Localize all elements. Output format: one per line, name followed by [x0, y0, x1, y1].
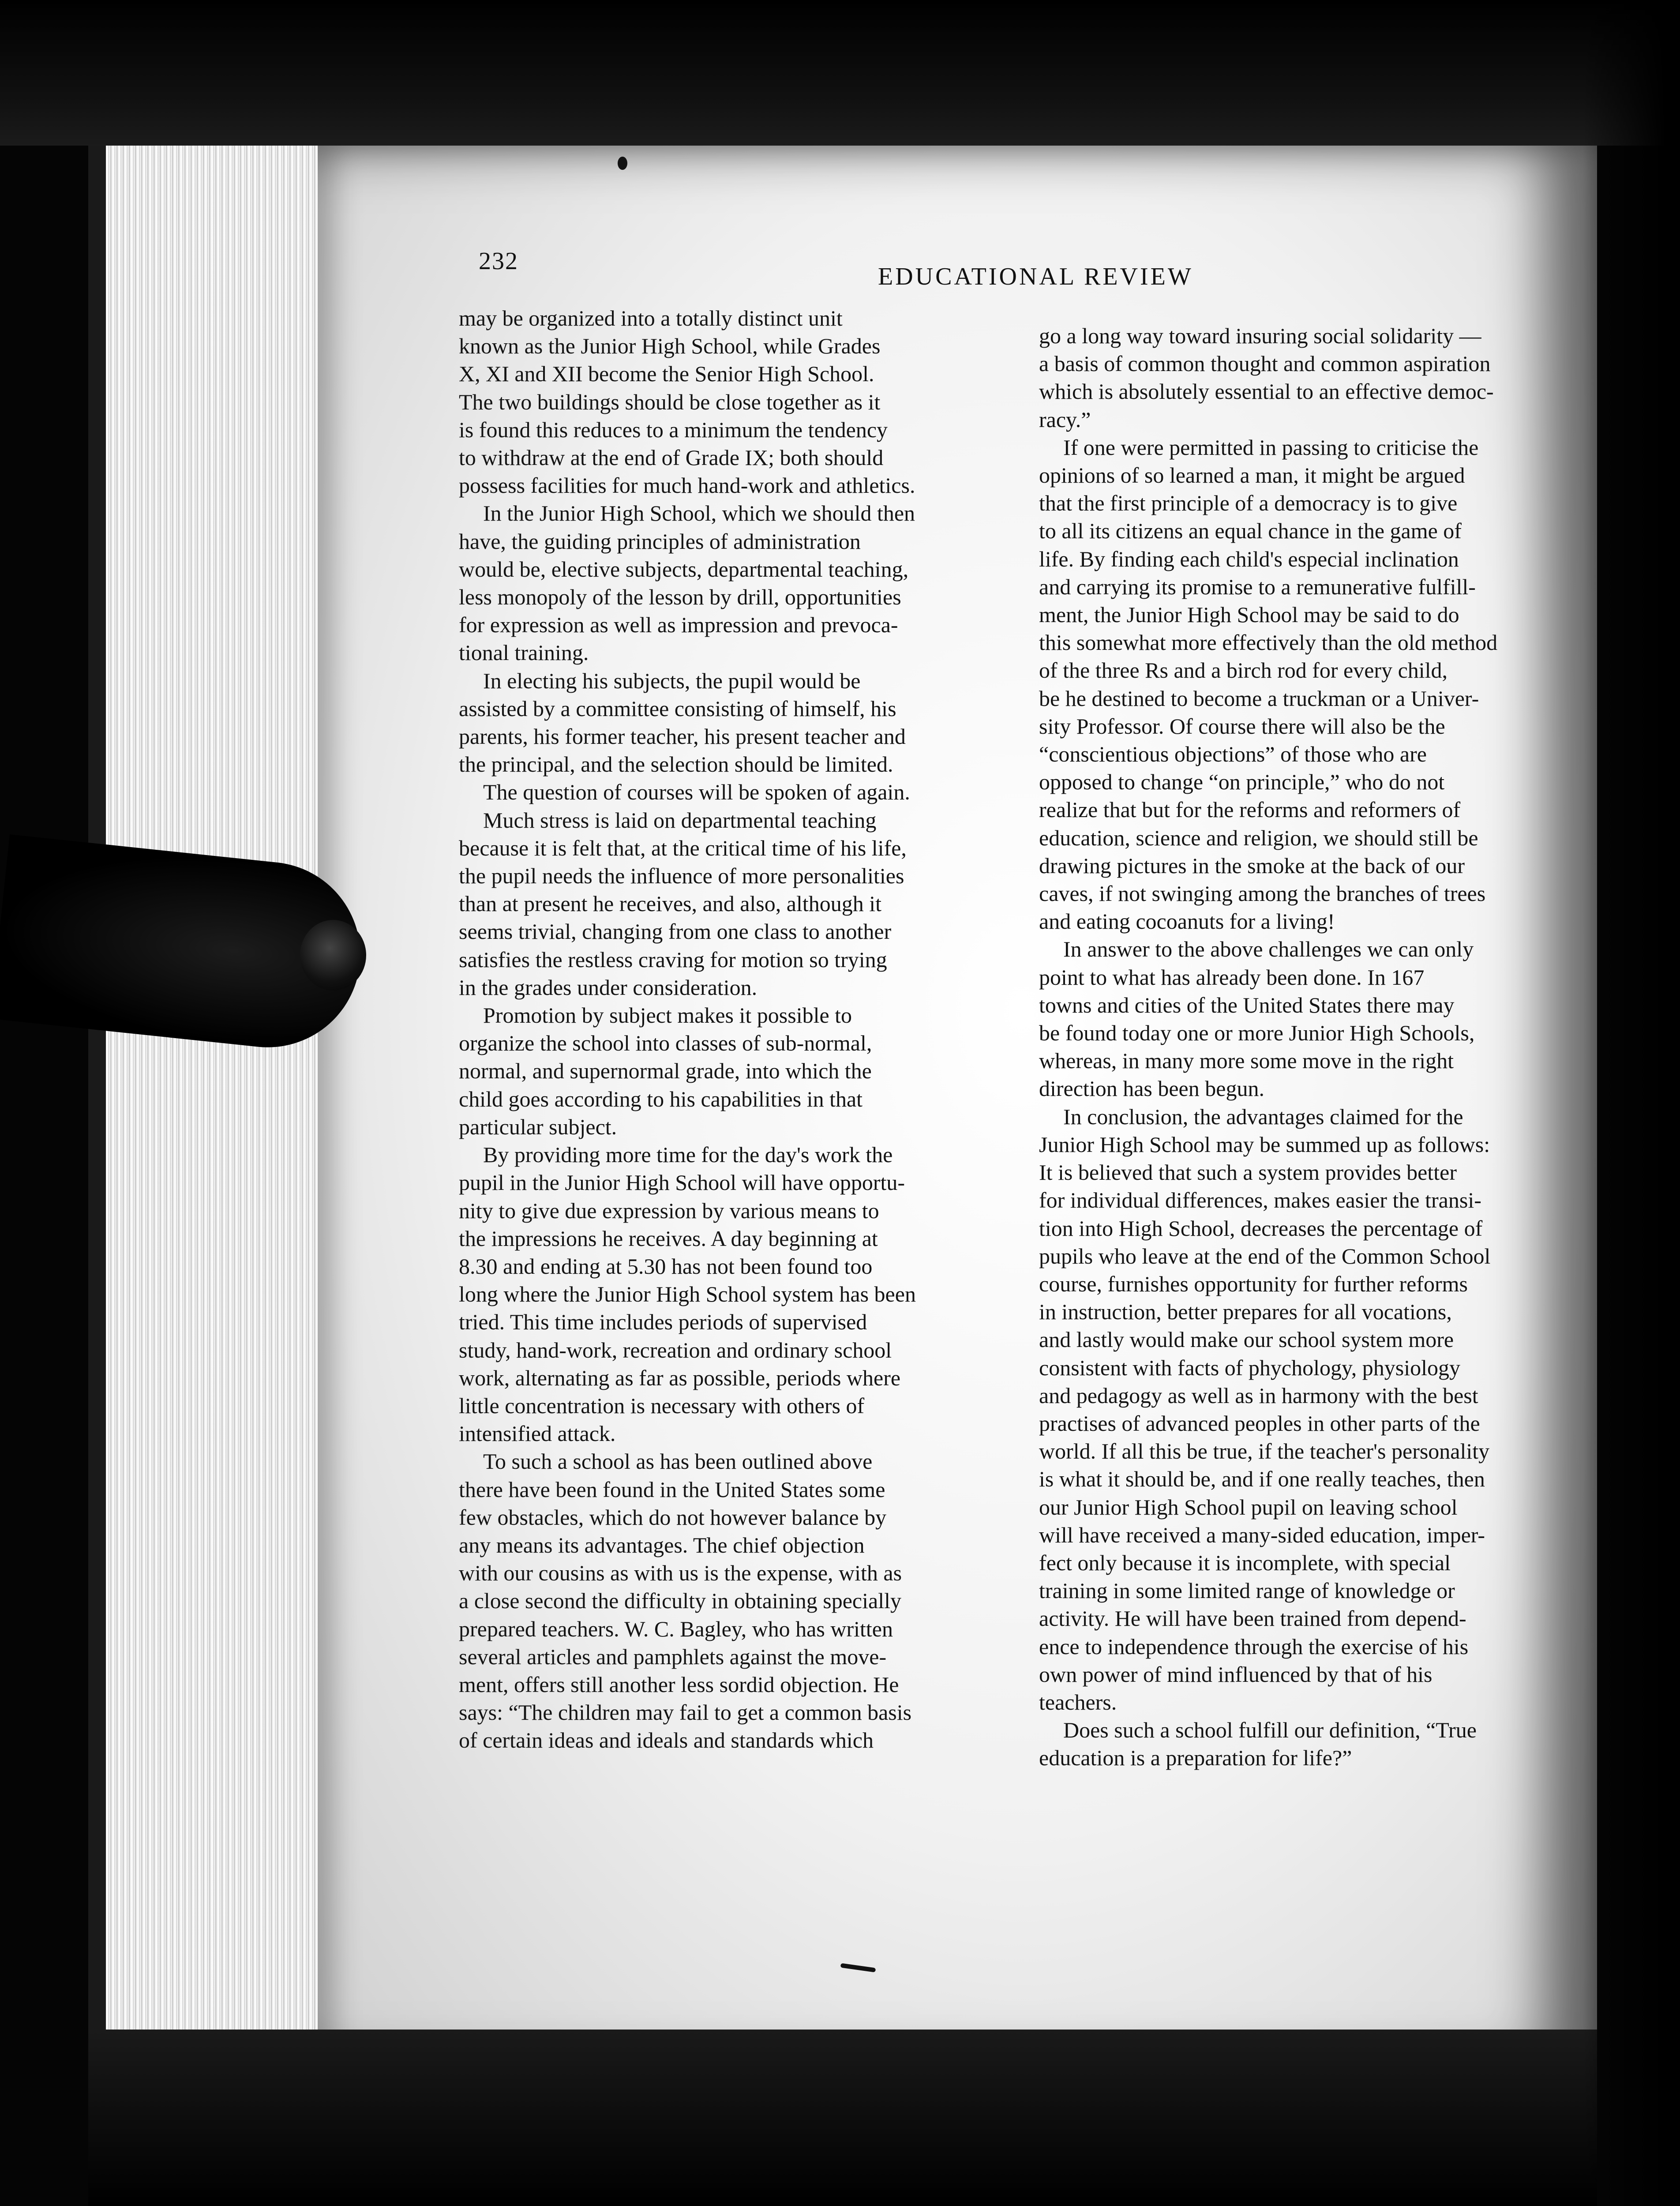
text-line: and lastly would make our school system more	[1039, 1327, 1454, 1352]
text-line: known as the Junior High School, while Grades	[459, 334, 881, 359]
paragraph	[459, 304, 1017, 499]
text-line: less monopoly of the lesson by drill, opportunities	[459, 585, 901, 610]
text-line: is found this reduces to a minimum the tendency	[459, 417, 888, 442]
text-line: In conclusion, the advantages claimed for the	[1063, 1104, 1463, 1129]
text-line: organize the school into classes of sub-normal,	[459, 1031, 872, 1056]
text-line: parents, his former teacher, his present teacher and	[459, 724, 906, 749]
paragraph	[459, 499, 1017, 667]
text-line: racy.”	[1039, 407, 1091, 432]
text-line: in the grades under consideration.	[459, 975, 758, 1000]
text-line: this somewhat more effectively than the old method	[1039, 630, 1498, 655]
text-line: and pedagogy as well as in harmony with the best	[1039, 1383, 1478, 1408]
text-line: tried. This time includes periods of supervised	[459, 1309, 867, 1335]
text-line: be found today one or more Junior High Schools,	[1039, 1020, 1475, 1046]
running-head: EDUCATIONAL REVIEW	[878, 263, 1193, 290]
paragraph	[459, 1448, 1017, 1754]
text-line: our Junior High School pupil on leaving school	[1039, 1494, 1458, 1519]
text-line: sity Professor. Of course there will also be the	[1039, 713, 1445, 739]
text-line: for expression as well as impression and prevoca-	[459, 612, 898, 638]
paragraph	[459, 667, 1017, 779]
text-line: a close second the difficulty in obtaining specially	[459, 1588, 901, 1613]
text-line: ment, the Junior High School may be said to do	[1039, 602, 1459, 627]
text-line: normal, and supernormal grade, into which the	[459, 1058, 872, 1084]
text-line: to all its citizens an equal chance in the game of	[1039, 518, 1462, 544]
text-line: study, hand-work, recreation and ordinary school	[459, 1337, 892, 1362]
text-line: the impressions he receives. A day beginning at	[459, 1226, 878, 1251]
text-line: for individual differences, makes easier the transi-	[1039, 1188, 1481, 1213]
text-line: To such a school as has been outlined above	[483, 1449, 873, 1474]
text-line: any means its advantages. The chief objection	[459, 1532, 865, 1557]
paragraph	[1039, 1103, 1586, 1716]
text-line: ment, offers still another less sordid objection. He	[459, 1672, 899, 1697]
text-line: education is a preparation for life?”	[1039, 1745, 1352, 1771]
book-page-edges	[88, 146, 335, 2069]
bottom-shadow	[88, 2030, 1597, 2206]
dust-speck	[618, 157, 627, 170]
text-line: opinions of so learned a man, it might be argued	[1039, 463, 1465, 488]
text-line: fect only because it is incomplete, with special	[1039, 1550, 1451, 1575]
paragraph	[459, 1141, 1017, 1448]
text-line: there have been found in the United States some	[459, 1477, 885, 1502]
text-line: point to what has already been done. In 167	[1039, 964, 1425, 990]
text-line: in instruction, better prepares for all vocations,	[1039, 1299, 1452, 1324]
text-line: prepared teachers. W. C. Bagley, who has written	[459, 1616, 893, 1641]
text-line: long where the Junior High School system has been	[459, 1282, 916, 1307]
text-line: towns and cities of the United States there may	[1039, 992, 1455, 1017]
text-line: that the first principle of a democracy is to give	[1039, 491, 1458, 516]
text-line: whereas, in many more some move in the right	[1039, 1048, 1454, 1073]
text-line: the principal, and the selection should be limited.	[459, 752, 893, 777]
text-line: and eating cocoanuts for a living!	[1039, 909, 1335, 934]
text-line: If one were permitted in passing to criticise the	[1063, 435, 1479, 460]
paragraph	[459, 778, 1017, 806]
text-line: “conscientious objections” of those who are	[1039, 742, 1427, 767]
text-line: Junior High School may be summed up as follows:	[1039, 1132, 1490, 1157]
text-line: which is absolutely essential to an effective democ-	[1039, 379, 1494, 404]
text-line: course, furnishes opportunity for further reforms	[1039, 1271, 1468, 1296]
text-line: caves, if not swinging among the branches of trees	[1039, 881, 1486, 906]
text-line: Much stress is laid on departmental teaching	[483, 807, 877, 833]
text-line: teachers.	[1039, 1689, 1117, 1715]
left-text-column	[459, 304, 1017, 1755]
text-line: It is believed that such a system provides better	[1039, 1160, 1457, 1185]
text-line: In the Junior High School, which we should then	[483, 501, 915, 526]
text-line: few obstacles, which do not however balance by	[459, 1504, 887, 1530]
text-line: than at present he receives, and also, although it	[459, 891, 882, 916]
text-line: of certain ideas and ideals and standards which	[459, 1728, 874, 1753]
text-line: tional training.	[459, 640, 589, 665]
text-line: because it is felt that, at the critical time of his life,	[459, 835, 907, 860]
text-line: direction has been begun.	[1039, 1076, 1264, 1101]
text-line: with our cousins as with us is the expense, with as	[459, 1561, 902, 1586]
text-line: ence to independence through the exercise of his	[1039, 1634, 1469, 1659]
text-line: will have received a many-sided education, imper-	[1039, 1522, 1485, 1547]
page-number: 232	[479, 248, 518, 275]
text-line: In answer to the above challenges we can only	[1063, 937, 1474, 962]
text-line: pupil in the Junior High School will have opportu-	[459, 1170, 905, 1195]
text-line: opposed to change “on principle,” who do not	[1039, 769, 1445, 795]
text-line: The question of courses will be spoken of again.	[483, 780, 910, 805]
text-line: to withdraw at the end of Grade IX; both should	[459, 445, 884, 470]
text-line: pupils who leave at the end of the Common School	[1039, 1243, 1491, 1268]
text-line: training in some limited range of knowledge or	[1039, 1578, 1455, 1603]
text-line: be he destined to become a truckman or a Univer-	[1039, 686, 1479, 711]
text-line: have, the guiding principles of administration	[459, 529, 861, 554]
text-line: of the three Rs and a birch rod for every child,	[1039, 658, 1448, 683]
text-line: practises of advanced peoples in other parts of the	[1039, 1411, 1480, 1436]
text-line: possess facilities for much hand-work and athletics.	[459, 473, 915, 498]
text-line: Promotion by subject makes it possible to	[483, 1003, 852, 1028]
text-line: education, science and religion, we should still be	[1039, 825, 1478, 850]
fingernail	[300, 920, 366, 990]
text-line: says: “The children may fail to get a common basis	[459, 1700, 912, 1725]
text-line: own power of mind influenced by that of his	[1039, 1662, 1432, 1687]
text-line: consistent with facts of phychology, physiology	[1039, 1355, 1460, 1380]
text-line: seems trivial, changing from one class to another	[459, 919, 892, 944]
text-line: go a long way toward insuring social solidarity —	[1039, 323, 1481, 348]
text-line: By providing more time for the day's work the	[483, 1142, 893, 1167]
paragraph	[1039, 434, 1586, 936]
paragraph	[459, 1002, 1017, 1141]
text-line: the pupil needs the influence of more personalities	[459, 863, 904, 889]
paragraph	[1039, 1716, 1586, 1772]
text-line: may be organized into a totally distinct unit	[459, 306, 843, 330]
text-line: nity to give due expression by various means to	[459, 1198, 879, 1223]
text-line: world. If all this be true, if the teacher's personality	[1039, 1439, 1490, 1464]
text-line: work, alternating as far as possible, periods where	[459, 1365, 901, 1390]
text-line: tion into High School, decreases the percentage of	[1039, 1216, 1483, 1241]
text-line: little concentration is necessary with others of	[459, 1393, 865, 1418]
text-line: Does such a school fulfill our definition, “True	[1063, 1718, 1477, 1743]
text-line: 8.30 and ending at 5.30 has not been found too	[459, 1253, 873, 1279]
text-line: assisted by a committee consisting of himself, his	[459, 696, 896, 721]
text-line: a basis of common thought and common aspiration	[1039, 351, 1491, 376]
text-line: activity. He will have been trained from depend-	[1039, 1606, 1466, 1631]
paragraph	[459, 807, 1017, 1002]
text-line: In electing his subjects, the pupil would be	[483, 668, 861, 693]
paragraph	[1039, 322, 1586, 434]
text-line: several articles and pamphlets against the move-	[459, 1644, 887, 1669]
text-line: X, XI and XII become the Senior High School.	[459, 361, 874, 386]
text-line: intensified attack.	[459, 1421, 616, 1446]
text-line: particular subject.	[459, 1114, 617, 1139]
dark-background	[0, 0, 1680, 146]
right-text-column	[1039, 322, 1586, 1772]
text-line: life. By finding each child's especial inclination	[1039, 546, 1459, 571]
text-line: satisfies the restless craving for motion so trying	[459, 947, 887, 972]
paragraph	[1039, 935, 1586, 1103]
text-line: would be, elective subjects, departmental teaching,	[459, 556, 909, 582]
text-line: child goes according to his capabilities in that	[459, 1086, 863, 1111]
text-line: drawing pictures in the smoke at the back of our	[1039, 853, 1465, 878]
text-line: is what it should be, and if one really teaches, then	[1039, 1467, 1485, 1492]
text-line: The two buildings should be close together as it	[459, 389, 881, 414]
text-line: and carrying its promise to a remunerative fulfill-	[1039, 574, 1476, 599]
text-line: realize that but for the reforms and reformers of	[1039, 797, 1461, 822]
right-shadow	[1583, 0, 1680, 2206]
